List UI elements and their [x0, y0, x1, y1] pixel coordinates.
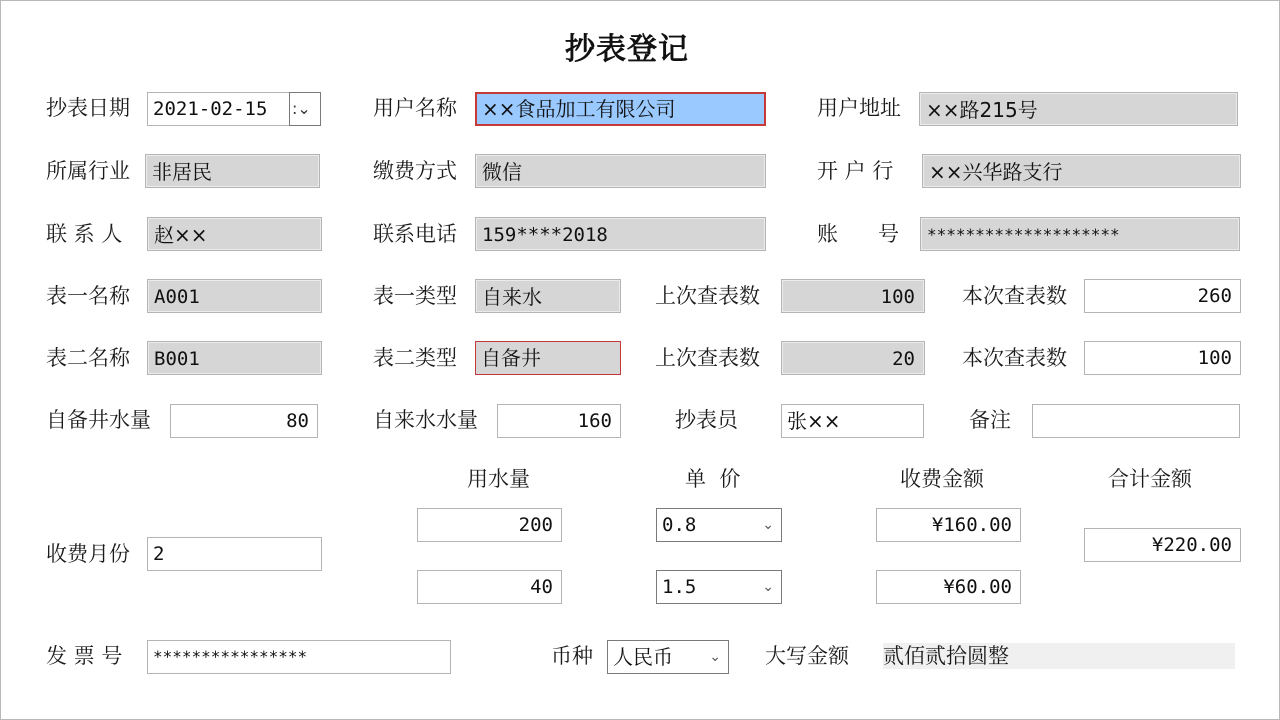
meter1-type-field[interactable]: 自来水 [475, 279, 621, 313]
tap-volume-field[interactable]: 160 [497, 404, 621, 438]
fee-field-1[interactable]: ¥160.00 [876, 508, 1021, 542]
total-header: 合计金额 [1108, 467, 1192, 491]
phone-field[interactable]: 159****2018 [475, 217, 766, 251]
address-label: 用户地址 [817, 96, 901, 120]
total-amount-field[interactable]: ¥220.00 [1084, 528, 1241, 562]
remark-label: 备注 [969, 408, 1011, 432]
date-label: 抄表日期 [46, 96, 130, 120]
reader-label: 抄表员 [675, 408, 738, 432]
amount-in-words-value: 贰佰贰拾圆整 [883, 643, 1235, 669]
currency-select-value: 人民币 [613, 645, 673, 669]
invoice-field[interactable]: **************** [147, 640, 451, 674]
chevron-down-icon: ⌄ [709, 649, 721, 665]
phone-label: 联系电话 [373, 222, 457, 246]
date-field[interactable]: 2021-02-15 [147, 92, 291, 126]
meter1-type-label: 表一类型 [373, 284, 457, 308]
currency-label: 币种 [551, 644, 593, 668]
meter2-name-field[interactable]: B001 [147, 341, 322, 375]
fee-header: 收费金额 [900, 467, 984, 491]
usage-header: 用水量 [467, 467, 530, 491]
amount-in-words-label: 大写金额 [765, 644, 849, 668]
industry-label: 所属行业 [46, 159, 130, 183]
chevron-down-icon: ⌄ [762, 579, 774, 595]
address-field[interactable]: ××路215号 [919, 92, 1238, 126]
price-select-2[interactable] [656, 570, 782, 604]
meter1-current-label: 本次查表数 [962, 284, 1067, 308]
meter2-last-reading[interactable]: 20 [781, 341, 925, 375]
meter2-type-field[interactable]: 自备井 [475, 341, 621, 375]
meter1-name-field[interactable]: A001 [147, 279, 322, 313]
meter1-current-reading[interactable]: 260 [1084, 279, 1241, 313]
fee-field-2[interactable]: ¥60.00 [876, 570, 1021, 604]
invoice-label: 发 票 号 [46, 644, 123, 668]
payment-label: 缴费方式 [373, 159, 457, 183]
price-header: 单 价 [685, 467, 741, 491]
bank-label: 开 户 行 [817, 159, 894, 183]
account-label: 账 号 [817, 222, 900, 246]
industry-field[interactable]: 非居民 [145, 154, 320, 188]
contact-field[interactable]: 赵×× [147, 217, 322, 251]
well-volume-label: 自备井水量 [46, 408, 151, 432]
price-select-1[interactable] [656, 508, 782, 542]
billing-month-field[interactable]: 2 [147, 537, 322, 571]
bank-field[interactable]: ××兴华路支行 [922, 154, 1241, 188]
meter2-last-label: 上次查表数 [655, 346, 760, 370]
meter1-name-label: 表一名称 [46, 284, 130, 308]
date-picker-dropdown-icon[interactable]: :⌄ [289, 92, 321, 126]
price-select-1-value: 0.8 [662, 514, 697, 536]
reader-field[interactable]: 张×× [781, 404, 924, 438]
meter2-current-reading[interactable]: 100 [1084, 341, 1241, 375]
meter1-last-reading[interactable]: 100 [781, 279, 925, 313]
currency-select[interactable] [607, 640, 729, 674]
account-field[interactable]: ******************** [920, 217, 1240, 251]
username-label: 用户名称 [373, 96, 457, 120]
usage-field-1[interactable]: 200 [417, 508, 562, 542]
payment-method-field[interactable]: 微信 [475, 154, 766, 188]
chevron-down-icon: ⌄ [762, 517, 774, 533]
meter1-last-label: 上次查表数 [655, 284, 760, 308]
contact-label: 联 系 人 [46, 222, 123, 246]
well-volume-field[interactable]: 80 [170, 404, 318, 438]
usage-field-2[interactable]: 40 [417, 570, 562, 604]
page-title: 抄表登记 [565, 32, 689, 67]
tap-volume-label: 自来水水量 [373, 408, 478, 432]
price-select-2-value: 1.5 [662, 576, 697, 598]
meter2-current-label: 本次查表数 [962, 346, 1067, 370]
billing-month-label: 收费月份 [46, 542, 130, 566]
meter2-name-label: 表二名称 [46, 346, 130, 370]
meter2-type-label: 表二类型 [373, 346, 457, 370]
username-field[interactable]: ××食品加工有限公司 [475, 92, 766, 126]
remark-field[interactable] [1032, 404, 1240, 438]
